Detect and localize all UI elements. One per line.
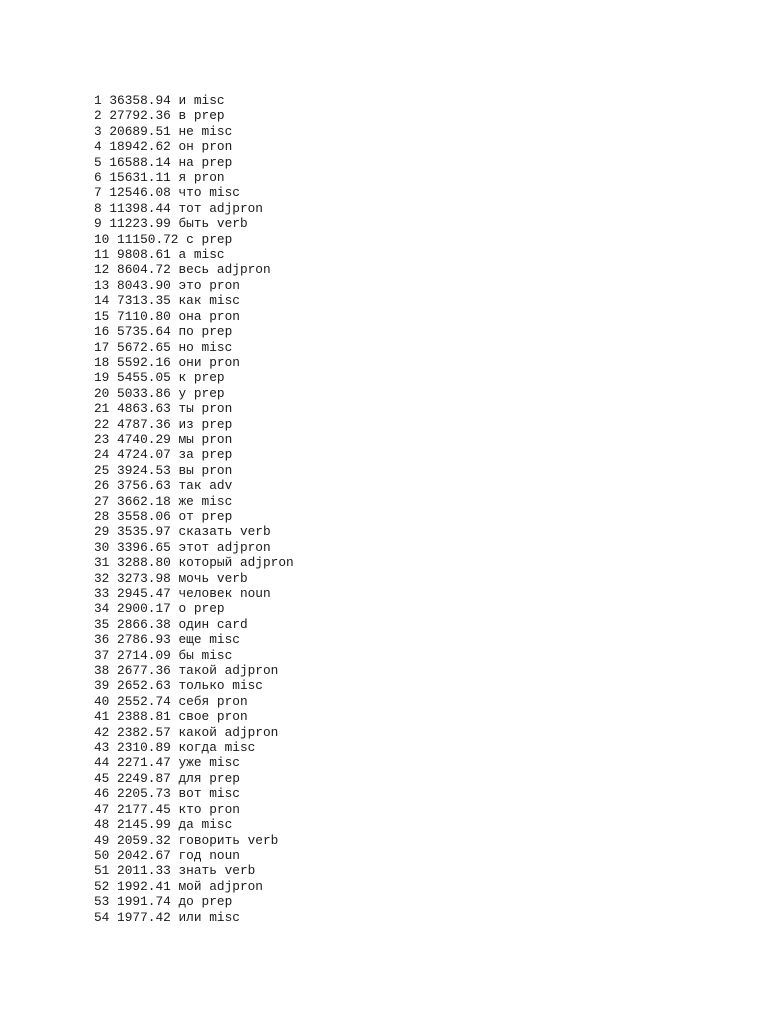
entry-pos: misc [232, 678, 263, 694]
entry-rank: 18 [94, 354, 110, 370]
entry-word: который [178, 555, 233, 571]
entry-word: на [178, 154, 194, 170]
list-item [94, 93, 294, 108]
list-item [94, 755, 294, 770]
entry-word: до [178, 894, 194, 910]
entry-freq: 3662.18 [117, 493, 171, 509]
entry-rank: 47 [94, 801, 110, 817]
list-item [94, 663, 294, 678]
entry-freq: 2900.17 [117, 601, 171, 617]
list-item [94, 386, 294, 401]
list-item [94, 879, 294, 894]
entry-pos: pron [209, 277, 240, 293]
list-item [94, 278, 294, 293]
entry-rank: 21 [94, 401, 110, 417]
entry-word: мы [178, 431, 194, 447]
entry-word: мочь [178, 570, 210, 586]
entry-word: какой [178, 724, 217, 740]
list-item [94, 108, 294, 123]
entry-pos: noun [209, 847, 240, 863]
list-item [94, 355, 294, 370]
entry-pos: pron [193, 170, 225, 186]
entry-freq: 16588.14 [109, 154, 171, 170]
entry-rank: 27 [94, 493, 110, 509]
entry-word: свое [178, 709, 210, 725]
entry-pos: verb [216, 216, 248, 232]
list-item [94, 863, 294, 878]
list-item [94, 309, 294, 324]
entry-pos: prep [209, 770, 240, 786]
entry-freq: 2042.67 [117, 847, 171, 863]
entry-pos: misc [201, 647, 233, 663]
entry-word: из [178, 416, 194, 432]
entry-rank: 54 [94, 909, 110, 925]
entry-word: или [178, 909, 202, 925]
entry-pos: prep [201, 154, 233, 170]
entry-rank: 12 [94, 262, 110, 278]
list-item [94, 771, 294, 786]
list-item [94, 432, 294, 447]
entry-word: тот [178, 200, 202, 216]
entry-rank: 42 [94, 724, 110, 740]
entry-rank: 22 [94, 416, 110, 432]
list-item [94, 601, 294, 616]
entry-word: один [178, 616, 210, 632]
entry-pos: misc [201, 339, 233, 355]
list-item [94, 894, 294, 909]
list-item [94, 478, 294, 493]
entry-rank: 48 [94, 817, 110, 833]
entry-rank: 4 [94, 139, 102, 155]
entry-pos: verb [216, 570, 248, 586]
list-item [94, 709, 294, 724]
entry-pos: pron [201, 431, 233, 447]
entry-word: быть [178, 216, 210, 232]
list-item [94, 370, 294, 385]
entry-rank: 37 [94, 647, 110, 663]
entry-pos: pron [201, 462, 233, 478]
entry-word: сказать [178, 524, 233, 540]
entry-pos: prep [201, 508, 233, 524]
entry-freq: 4863.63 [117, 401, 171, 417]
entry-pos: prep [193, 601, 225, 617]
entry-pos: misc [201, 123, 233, 139]
entry-word: уже [178, 755, 202, 771]
entry-freq: 12546.08 [109, 185, 171, 201]
entry-pos: verb [239, 524, 271, 540]
list-item [94, 401, 294, 416]
list-item [94, 262, 294, 277]
entry-pos: misc [209, 755, 240, 771]
entry-freq: 2310.89 [117, 740, 171, 756]
entry-pos: adjpron [209, 878, 263, 894]
entry-rank: 14 [94, 293, 110, 309]
entry-freq: 3273.98 [117, 570, 171, 586]
entry-word: они [178, 354, 202, 370]
entry-freq: 11398.44 [109, 200, 171, 216]
entry-word: год [178, 847, 202, 863]
entry-word: такой [178, 663, 217, 679]
entry-word: но [178, 339, 194, 355]
entry-pos: adjpron [209, 200, 263, 216]
entry-rank: 34 [94, 601, 110, 617]
entry-word: кто [178, 801, 202, 817]
entry-rank: 19 [94, 370, 110, 386]
entry-pos: adjpron [239, 555, 294, 571]
entry-freq: 2145.99 [117, 817, 171, 833]
entry-rank: 50 [94, 847, 110, 863]
entry-freq: 11150.72 [117, 231, 179, 247]
list-item [94, 848, 294, 863]
entry-rank: 52 [94, 878, 110, 894]
entry-freq: 8043.90 [117, 277, 171, 293]
list-item [94, 833, 294, 848]
entry-word: знать [178, 863, 217, 879]
entry-rank: 33 [94, 586, 110, 601]
list-item [94, 817, 294, 832]
entry-word: о [178, 601, 187, 617]
entry-pos: card [216, 616, 248, 632]
entry-freq: 4724.07 [117, 447, 171, 463]
entry-freq: 2652.63 [117, 678, 171, 694]
entry-word: вы [178, 462, 194, 478]
entry-word: еще [178, 632, 202, 648]
entry-rank: 11 [94, 247, 110, 263]
entry-word: да [178, 817, 194, 833]
entry-rank: 25 [94, 462, 110, 478]
entry-freq: 3924.53 [117, 462, 171, 478]
entry-word: с [186, 231, 194, 247]
entry-word: для [178, 770, 202, 786]
entry-rank: 2 [94, 108, 102, 124]
entry-pos: prep [201, 231, 233, 247]
entry-freq: 1992.41 [117, 878, 171, 894]
entry-freq: 20689.51 [109, 123, 171, 139]
entry-word: как [178, 293, 202, 309]
entry-rank: 24 [94, 447, 110, 463]
entry-word: по [178, 324, 194, 340]
entry-freq: 2677.36 [117, 663, 171, 679]
entry-word: мой [178, 878, 202, 894]
entry-rank: 9 [94, 216, 102, 232]
entry-rank: 26 [94, 478, 110, 494]
list-item [94, 786, 294, 801]
entry-freq: 1977.42 [117, 909, 171, 925]
entry-freq: 18942.62 [109, 139, 171, 155]
entry-freq: 5592.16 [117, 354, 171, 370]
entry-freq: 2011.33 [117, 863, 171, 879]
entry-word: вот [178, 786, 202, 802]
entry-rank: 31 [94, 555, 110, 571]
entry-freq: 4740.29 [117, 431, 171, 447]
entry-word: к [178, 370, 187, 386]
list-item [94, 740, 294, 755]
entry-rank: 35 [94, 616, 110, 632]
list-item [94, 340, 294, 355]
entry-word: говорить [178, 832, 240, 848]
entry-freq: 2552.74 [117, 693, 171, 709]
list-item [94, 139, 294, 154]
entry-rank: 44 [94, 755, 110, 771]
entry-pos: noun [239, 586, 271, 601]
entry-pos: misc [209, 293, 240, 309]
entry-word: у [178, 385, 187, 401]
entry-rank: 46 [94, 786, 110, 802]
list-item [94, 648, 294, 663]
entry-pos: prep [201, 894, 233, 910]
entry-pos: misc [193, 93, 225, 108]
entry-pos: misc [209, 632, 240, 648]
entry-rank: 3 [94, 123, 102, 139]
entry-rank: 49 [94, 832, 110, 848]
list-item [94, 555, 294, 570]
entry-word: а [178, 247, 187, 263]
list-item [94, 201, 294, 216]
list-item [94, 571, 294, 586]
entry-word: это [178, 277, 202, 293]
entry-rank: 38 [94, 663, 110, 679]
entry-rank: 41 [94, 709, 110, 725]
entry-rank: 20 [94, 385, 110, 401]
entry-freq: 8604.72 [117, 262, 171, 278]
entry-pos: prep [193, 108, 225, 124]
entry-freq: 2388.81 [117, 709, 171, 725]
entry-freq: 7313.35 [117, 293, 171, 309]
list-item [94, 247, 294, 262]
entry-pos: misc [209, 909, 240, 925]
entry-pos: misc [193, 247, 225, 263]
entry-freq: 2866.38 [117, 616, 171, 632]
entry-rank: 8 [94, 200, 102, 216]
entry-freq: 27792.36 [109, 108, 171, 124]
entry-pos: prep [201, 324, 233, 340]
entry-freq: 3396.65 [117, 539, 171, 555]
list-item [94, 155, 294, 170]
entry-pos: prep [201, 416, 233, 432]
entry-pos: verb [247, 832, 279, 848]
list-item [94, 678, 294, 693]
entry-freq: 15631.11 [109, 170, 171, 186]
list-item [94, 694, 294, 709]
entry-word: я [178, 170, 187, 186]
entry-freq: 2945.47 [117, 586, 171, 601]
entry-freq: 7110.80 [117, 308, 171, 324]
list-item [94, 447, 294, 462]
entry-freq: 5455.05 [117, 370, 171, 386]
entry-rank: 10 [94, 231, 110, 247]
list-item [94, 586, 294, 601]
list-item [94, 910, 294, 925]
list-item [94, 509, 294, 524]
list-item [94, 725, 294, 740]
entry-freq: 3535.97 [117, 524, 171, 540]
entry-freq: 3288.80 [117, 555, 171, 571]
entry-pos: pron [216, 693, 248, 709]
entry-word: так [178, 478, 202, 494]
list-item [94, 293, 294, 308]
entry-rank: 43 [94, 740, 110, 756]
entry-freq: 2786.93 [117, 632, 171, 648]
entry-word: себя [178, 693, 210, 709]
entry-pos: prep [193, 370, 225, 386]
entry-word: она [178, 308, 202, 324]
list-item [94, 463, 294, 478]
entry-word: от [178, 508, 194, 524]
entry-rank: 30 [94, 539, 110, 555]
entry-freq: 2059.32 [117, 832, 171, 848]
entry-pos: pron [209, 354, 240, 370]
entry-freq: 4787.36 [117, 416, 171, 432]
entry-word: весь [178, 262, 210, 278]
entry-rank: 45 [94, 770, 110, 786]
entry-pos: pron [201, 401, 233, 417]
list-item [94, 524, 294, 539]
list-item [94, 185, 294, 200]
entry-word: и [178, 93, 187, 108]
entry-pos: adjpron [224, 663, 279, 679]
entry-pos: misc [201, 817, 233, 833]
entry-freq: 11223.99 [109, 216, 171, 232]
entry-rank: 23 [94, 431, 110, 447]
entry-rank: 51 [94, 863, 110, 879]
frequency-list [94, 93, 294, 925]
list-item [94, 417, 294, 432]
entry-word: же [178, 493, 194, 509]
entry-word: только [178, 678, 225, 694]
entry-rank: 5 [94, 154, 102, 170]
entry-pos: pron [201, 139, 233, 155]
entry-word: в [178, 108, 187, 124]
entry-rank: 7 [94, 185, 102, 201]
entry-pos: misc [224, 740, 256, 756]
entry-freq: 3558.06 [117, 508, 171, 524]
entry-freq: 2714.09 [117, 647, 171, 663]
entry-word: за [178, 447, 194, 463]
entry-word: этот [178, 539, 210, 555]
entry-freq: 9808.61 [117, 247, 171, 263]
entry-freq: 2249.87 [117, 770, 171, 786]
entry-word: он [178, 139, 194, 155]
entry-word: бы [178, 647, 194, 663]
entry-word: что [178, 185, 202, 201]
entry-freq: 5672.65 [117, 339, 171, 355]
entry-rank: 29 [94, 524, 110, 540]
entry-rank: 28 [94, 508, 110, 524]
entry-freq: 2382.57 [117, 724, 171, 740]
entry-rank: 17 [94, 339, 110, 355]
entry-pos: pron [216, 709, 248, 725]
entry-rank: 15 [94, 308, 110, 324]
list-item [94, 216, 294, 231]
entry-freq: 2271.47 [117, 755, 171, 771]
entry-pos: misc [209, 185, 240, 201]
list-item [94, 124, 294, 139]
list-item [94, 540, 294, 555]
entry-pos: adjpron [224, 724, 279, 740]
entry-pos: pron [209, 801, 240, 817]
entry-word: ты [178, 401, 194, 417]
entry-rank: 53 [94, 894, 110, 910]
entry-rank: 40 [94, 693, 110, 709]
entry-freq: 1991.74 [117, 894, 171, 910]
entry-pos: misc [209, 786, 240, 802]
entry-rank: 39 [94, 678, 110, 694]
entry-rank: 16 [94, 324, 110, 340]
entry-pos: verb [224, 863, 256, 879]
list-item [94, 324, 294, 339]
entry-word: не [178, 123, 194, 139]
entry-pos: adjpron [216, 539, 271, 555]
entry-freq: 2177.45 [117, 801, 171, 817]
entry-pos: prep [193, 385, 225, 401]
entry-pos: prep [201, 447, 233, 463]
list-item [94, 802, 294, 817]
entry-rank: 13 [94, 277, 110, 293]
list-item [94, 494, 294, 509]
list-item [94, 632, 294, 647]
entry-pos: adjpron [216, 262, 271, 278]
entry-freq: 5735.64 [117, 324, 171, 340]
entry-freq: 5033.86 [117, 385, 171, 401]
entry-freq: 36358.94 [109, 93, 171, 108]
entry-pos: adv [209, 478, 233, 494]
entry-freq: 3756.63 [117, 478, 171, 494]
list-item [94, 232, 294, 247]
entry-rank: 36 [94, 632, 110, 648]
entry-rank: 32 [94, 570, 110, 586]
entry-rank: 6 [94, 170, 102, 186]
list-item [94, 170, 294, 185]
entry-pos: pron [209, 308, 240, 324]
entry-word: человек [178, 586, 233, 601]
list-item [94, 617, 294, 632]
entry-rank: 1 [94, 93, 102, 108]
entry-pos: misc [201, 493, 233, 509]
entry-word: когда [178, 740, 217, 756]
entry-freq: 2205.73 [117, 786, 171, 802]
